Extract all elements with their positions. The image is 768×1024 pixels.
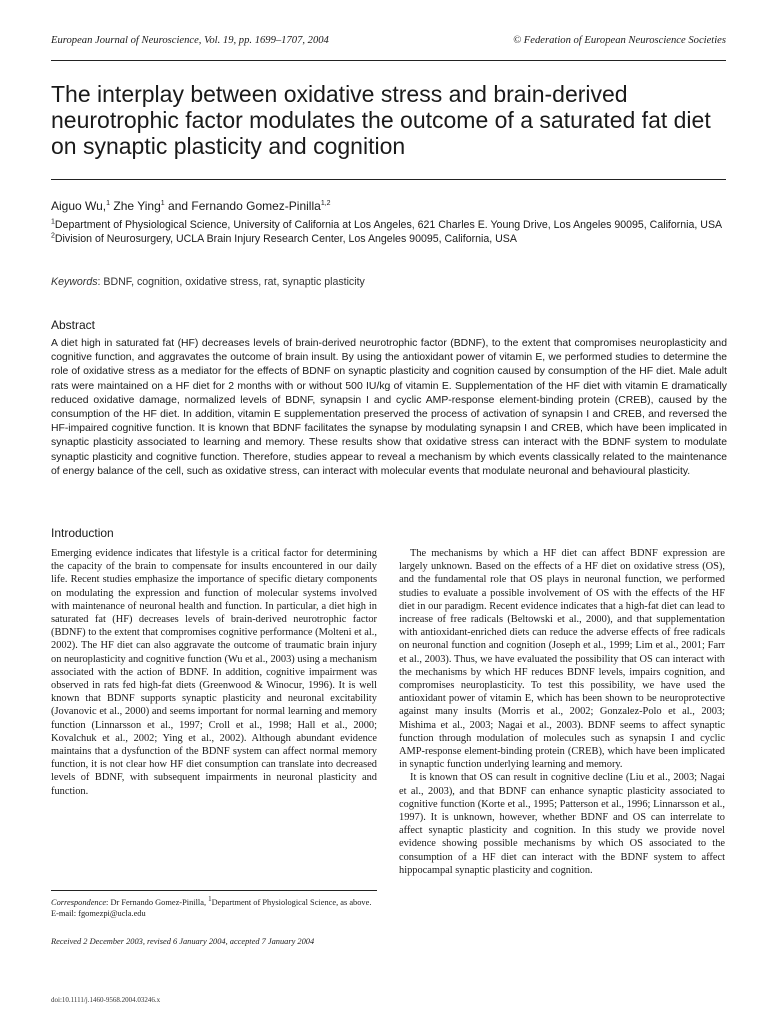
introduction-heading: Introduction: [51, 526, 114, 540]
correspondence-label: Correspondence: [51, 898, 107, 907]
correspondence-affiliation-mark: 1: [208, 895, 212, 904]
author-name: Zhe Ying: [113, 199, 161, 213]
correspondence-text: : Dr Fernando Gomez-Pinilla,: [106, 898, 209, 907]
body-paragraph: It is known that OS can result in cognitive decline (Liu et al., 2003; Nagai et al., 2003), and that BDNF can enhance synaptic plasticity associated to cognitive function (Korte et al., 1995; Patterson et al., 1996; Linnarsson et al., 1997). It is unknown, however, whether BDNF and OS can interrelate to affect synaptic plasticity and cognition. In this study we provide novel evidence showing possible mechanisms by which OS associated to the consumption of a HF diet can interact with the BDNF system to affect hippocampal synaptic plasticity and cognition.: [399, 772, 725, 876]
keywords-label: Keywords: [51, 276, 98, 288]
journal-citation: European Journal of Neuroscience, Vol. 19, pp. 1699–1707, 2004: [51, 35, 329, 46]
keywords-line: [51, 276, 731, 288]
affiliation: [51, 218, 731, 232]
author-list: [51, 199, 731, 214]
article-title: The interplay between oxidative stress and brain-derived neurotrophic factor modulates the outcome of a saturated fat diet on synaptic plasticity and cognition: [51, 81, 711, 159]
correspondence-address: Department of Physiological Science, as above.: [211, 898, 372, 907]
affiliation-text: Department of Physiological Science, University of California at Los Angeles, 621 Charles E. Young Drive, Los Angeles 90095, California, USA: [54, 219, 723, 231]
author-affiliation-mark: 1,2: [320, 200, 331, 207]
abstract-heading: Abstract: [51, 318, 96, 332]
title-rule: [51, 179, 726, 180]
affiliation: [51, 232, 731, 246]
author-name: Fernando Gomez-Pinilla: [191, 199, 321, 213]
footnote-rule: [51, 890, 377, 891]
author-joiner: and: [168, 199, 189, 213]
keywords-list: : BDNF, cognition, oxidative stress, rat, synaptic plasticity: [97, 276, 365, 288]
affiliation-mark: 2: [51, 232, 55, 240]
affiliation-text: Division of Neurosurgery, UCLA Brain Injury Research Center, Los Angeles 90095, California, USA: [54, 233, 517, 245]
abstract-text: A diet high in saturated fat (HF) decreases levels of brain-derived neurotrophic factor (BDNF), to the extent that compromises neuroplasticity and cognitive function, and aggravates the outcome of brain insult. By using the antioxidant power of vitamin E, we performed studies to determine the role of oxidative stress as a mediator for the effects of BDNF on synaptic plasticity and cognition caused by consumption of the HF diet. Male adult rats were maintained on a HF diet for 2 months with or without 500 IU/kg of vitamin E. Supplementation of the HF diet with vitamin E dramatically reduced oxidative damage, normalized levels of BDNF, synapsin I and cyclic AMP-response element-binding protein (CREB), caused by the consumption of the HF diet. In addition, vitamin E supplementation preserved the process of activation of synapsin I and CREB, and reversed the HF-impaired cognitive function. It is known that BDNF facilitates the synapse by modulating synapsin I and CREB, which have been implicated in synaptic plasticity associated to learning and memory. These results show that oxidative stress can interact with the BDNF system to modulate synaptic plasticity and cognitive function. Therefore, studies appear to reveal a mechanism by which events classically related to the maintenance of energy balance of the cell, such as oxidative stress, can interact with molecular events that modulate neuronal and behavioural plasticity.: [51, 338, 727, 477]
body-paragraph: Emerging evidence indicates that lifestyle is a critical factor for determining the capacity of the brain to compensate for insults encountered in our daily life. Recent studies emphasize the importance of specific dietary components on modulating the expression and function of molecular systems involved with maintenance of neuronal health and function. In particular, a diet high in saturated fat (HF) decreases levels of brain-derived neurotrophic factor (BDNF) to the extent that compromises cognitive performance (Molteni et al., 2002). The HF diet can also aggravate the outcome of traumatic brain injury on neuroplasticity and cognitive function (Wu et al., 2003) using a mechanism associated with the action of BDNF. In addition, cognitive impairment was observed in rats fed high-fat diets (Greenwood & Winocur, 1996). It is well known that BDNF supports synaptic plasticity and neuronal excitability (Jovanovic et al., 2000) and seems important for normal learning and memory function (Linnarsson et al., 1997; Croll et al., 1998; Hall et al., 2000; Kovalchuk et al., 2002; Ying et al., 2002). Although abundant evidence maintains that a dysfunction of the BDNF system can affect normal memory function, it is not clear how HF diet consumption can translate into decreased levels of BDNF, with subsequent impairments in neuronal plasticity and function.: [51, 548, 377, 797]
correspondence-footnote: [51, 897, 377, 919]
body-paragraph: The mechanisms by which a HF diet can affect BDNF expression are largely unknown. Based on the effects of a HF diet on oxidative stress (OS), and the fundamental role that OS plays in neuronal function, we performed studies to evaluate a possible involvement of OS with the effects of the HF diet in our paradigm. Recent evidence indicates that a high-fat diet can lead to increase of free radicals (Beltowski et al., 2000), and that supplementation with antioxidant-enriched diets can reduce the adverse effects of free radicals on neuronal function and cognition (Joseph et al., 1999; Lim et al., 2001; Farr et al., 2003). Thus, we have evaluated the possibility that OS can interact with the mechanisms by which HF reduces BDNF levels, impairs cognition, and compromises neuroplasticity. To test this possibility, we have used the antioxidant power of vitamin E, which has been shown to be neuroprotective against many insults (Morris et al., 2002; Gonzalez-Polo et al., 2003; Mishima et al., 2003; Nagai et al., 2003). BDNF seems to affect synaptic function through modulation of molecules such as synapsin I and cyclic AMP-response element-binding protein (CREB), which have been implicated in synaptic function underlying learning and memory.: [399, 548, 725, 771]
received-dates: Received 2 December 2003, revised 6 January 2004, accepted 7 January 2004: [51, 937, 315, 946]
author-affiliation-mark: 1: [160, 200, 165, 207]
running-header: [51, 35, 726, 46]
affiliations: [51, 218, 731, 246]
affiliation-mark: 1: [51, 218, 55, 226]
introduction-left-column: [51, 547, 377, 798]
author-affiliation-mark: 1: [106, 200, 111, 207]
author-name: Aiguo Wu,: [51, 199, 107, 213]
copyright-notice: © Federation of European Neuroscience Societies: [513, 35, 726, 46]
doi: doi:10.1111/j.1460-9568.2004.03246.x: [51, 996, 161, 1004]
header-rule: [51, 60, 726, 61]
introduction-right-column: [399, 547, 725, 877]
correspondence-email: E-mail: fgomezpi@ucla.edu: [51, 909, 146, 918]
